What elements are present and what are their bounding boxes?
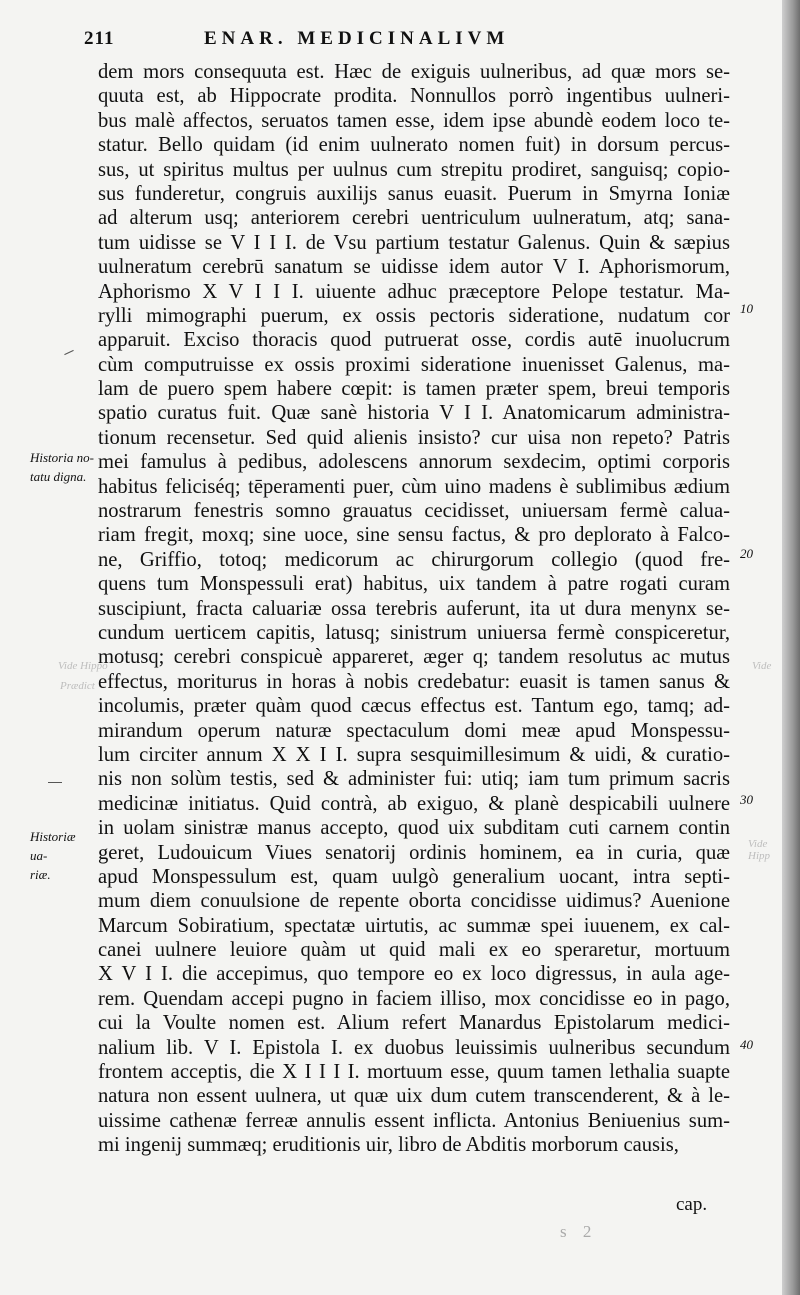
text-line: geret, Ludouicum Viues senatorij ordinis hominem, ea in curia, quæ [98,841,730,864]
text-line: Marcum Sobiratium, spectatæ uirtutis, ac summæ spei iuuenem, ex cal- [98,914,730,937]
margin-mark [48,782,62,783]
text-line: Aphorismo X V I I I. uiuente adhuc præceptore Pelope testatur. Ma- [98,280,730,303]
text-line: natura non essent uulnera, ut quæ uix dum cutem transcenderent, & à le- [98,1085,730,1108]
text-line: effectus, moriturus in horas à nobis credebatur: euasit is tamen sanus & [98,670,730,693]
margin-note-line: Historia no- [30,450,94,465]
text-line: tionum recensetur. Sed quid alienis insisto? cur uisa non repeto? Patris [98,426,730,449]
running-title: ENAR. MEDICINALIVM [204,28,510,49]
body-text [98,60,730,1158]
running-head [84,28,644,50]
text-line: mum diem conuulsione de repente oborta concidisse uidimus? Auenione [98,890,730,913]
text-line: uissime cathenæ ferreæ annulis essent inflicta. Antonius Beniuenius sum- [98,1109,730,1132]
margin-note-line: riæ. [30,867,51,882]
margin-note-historia-notatu-digna [30,448,96,486]
margin-note-line: Historiæ ua- [30,829,76,863]
line-number-10: 10 [740,301,753,316]
text-line: motusq; cerebri conspicuè appareret, æger q; tandem resolutus ac mutus [98,646,730,669]
text-line: cùm computruisse ex ossis proximi sideratione inuenisset Galenus, ma- [98,353,730,376]
line-number-40: 40 [740,1037,753,1052]
margin-note-historiae-variae [30,827,96,884]
bleed-through-text: Prædict [60,680,95,692]
bleed-through-text: Vide Hippo [58,660,108,672]
text-line: sus funderetur, congruis auxilijs sanus euasit. Puerum in Smyrna Ioniæ [98,182,730,205]
text-line: suscipiunt, fracta caluariæ ossa terebris auferunt, ita ut dura menynx se- [98,597,730,620]
text-line: incolumis, præter quàm quod cæcus effectus est. Tantum ego, tamq; ad- [98,695,730,718]
text-line: frontem acceptis, die X I I I I. mortuum esse, quum tamen lethalia suapte [98,1061,730,1084]
line-number-30: 30 [740,792,753,807]
text-line: ne, Griffio, totoq; medicorum ac chirurgorum collegio (quod fre- [98,548,730,571]
bleed-through-text: Vide [752,660,772,672]
text-line: uulneratum cerebrū sanatum se uidisse idem autor V I. Aphorismorum, [98,256,730,279]
text-line: tum uidisse se V I I I. de Vsu partium testatur Galenus. Quin & sæpius [98,231,730,254]
margin-note-line: tatu digna. [30,469,87,484]
text-line: X V I I. die accepimus, quo tempore eo ex loco digressus, in aula age- [98,963,730,986]
text-line: lum circiter annum X X I I. supra sesquimillesimum & uidi, & curatio- [98,743,730,766]
text-line: quuta est, ab Hippocrate prodita. Nonnullos porrò ingentibus uulneri- [98,85,730,108]
text-line: apud Monspessulum est, quam uulgò generalium uocant, intra septi- [98,865,730,888]
text-line: mi ingenij summæq; eruditionis uir, libro de Abditis morborum causis, [98,1134,679,1157]
text-line: sus, ut spiritus multus per uulnus cum strepitu prodiret, sanguisq; copio- [98,158,730,181]
page-gutter-shadow [782,0,800,1295]
text-line: nis non solùm testis, sed & administer fui: utiq; iam tum primum sacris [98,768,730,791]
text-line: canei uulnere leuiore quàm ut quid mali ex eo speraretur, mortuum [98,939,730,962]
text-line: in uolam sinistræ manus accepto, quod uix subditam cuti carnem contin [98,817,730,840]
text-line: bus malè affectos, seruatos tamen esse, idem ipse abundè eodem loco te- [98,109,730,132]
text-line: lam de puero spem habere cœpit: is tamen præter spem, breui temporis [98,378,730,401]
text-line: nostrarum fenestris somno grauatus cecidisset, uniuersam fermè calua- [98,500,730,523]
text-line: rem. Quendam accepi pugno in faciem illiso, mox concidisse eo in pago, [98,987,730,1010]
folio-number: 211 [84,28,115,49]
signature-mark: s 2 [560,1222,598,1241]
text-line: quens tum Monspessuli erat) habitus, uix tandem à patre rogati curam [98,573,730,596]
text-line: dem mors consequuta est. Hæc de exiguis uulneribus, ad quæ mors se- [98,61,730,83]
text-line: cundum uerticem capitis, latusq; sinistrum uniuersa fermè conspiceretur, [98,621,730,644]
text-line: mirandum operum naturæ spectaculum domi meæ apud Monspessu- [98,719,730,742]
catchword: cap. [676,1194,708,1215]
text-line: mei famulus à pedibus, adolescens annorum sexdecim, optimi corporis [98,451,730,474]
text-line: apparuit. Exciso thoracis quod putruerat osse, cordis autē inuolucrum [98,329,730,352]
line-number-20: 20 [740,546,753,561]
text-line: rylli mimographi puerum, ex ossis pectoris sideratione, nudatum cor [98,304,730,327]
bleed-through-text: Vide Hipp [748,838,770,862]
text-line: cui la Voulte nomen est. Alium refert Manardus Epistolarum medici- [98,1012,730,1035]
margin-mark [64,350,73,355]
text-line: ad alterum usq; anteriorem cerebri uentriculum uulneratum, atq; sana- [98,207,730,230]
text-line: riam fregit, moxq; sine uoce, sine sensu factus, & pro deplorato à Falco- [98,524,730,547]
text-line: spatio curatus fuit. Quæ sanè historia V I I. Anatomicarum administra- [98,402,730,425]
text-line: statur. Bello quidam (id enim uulnerato nomen fuit) in dorsum percus- [98,134,730,157]
text-line: nalium lib. V I. Epistola I. ex duobus leuissimis uulneribus secundum [98,1036,730,1059]
text-line: medicinæ initiatus. Quid contrà, ab exiguo, & planè despicabili uulnere [98,792,730,815]
text-line: habitus feliciséq; tēperamenti puer, cùm uino madens è sublimibus ædium [98,475,730,498]
